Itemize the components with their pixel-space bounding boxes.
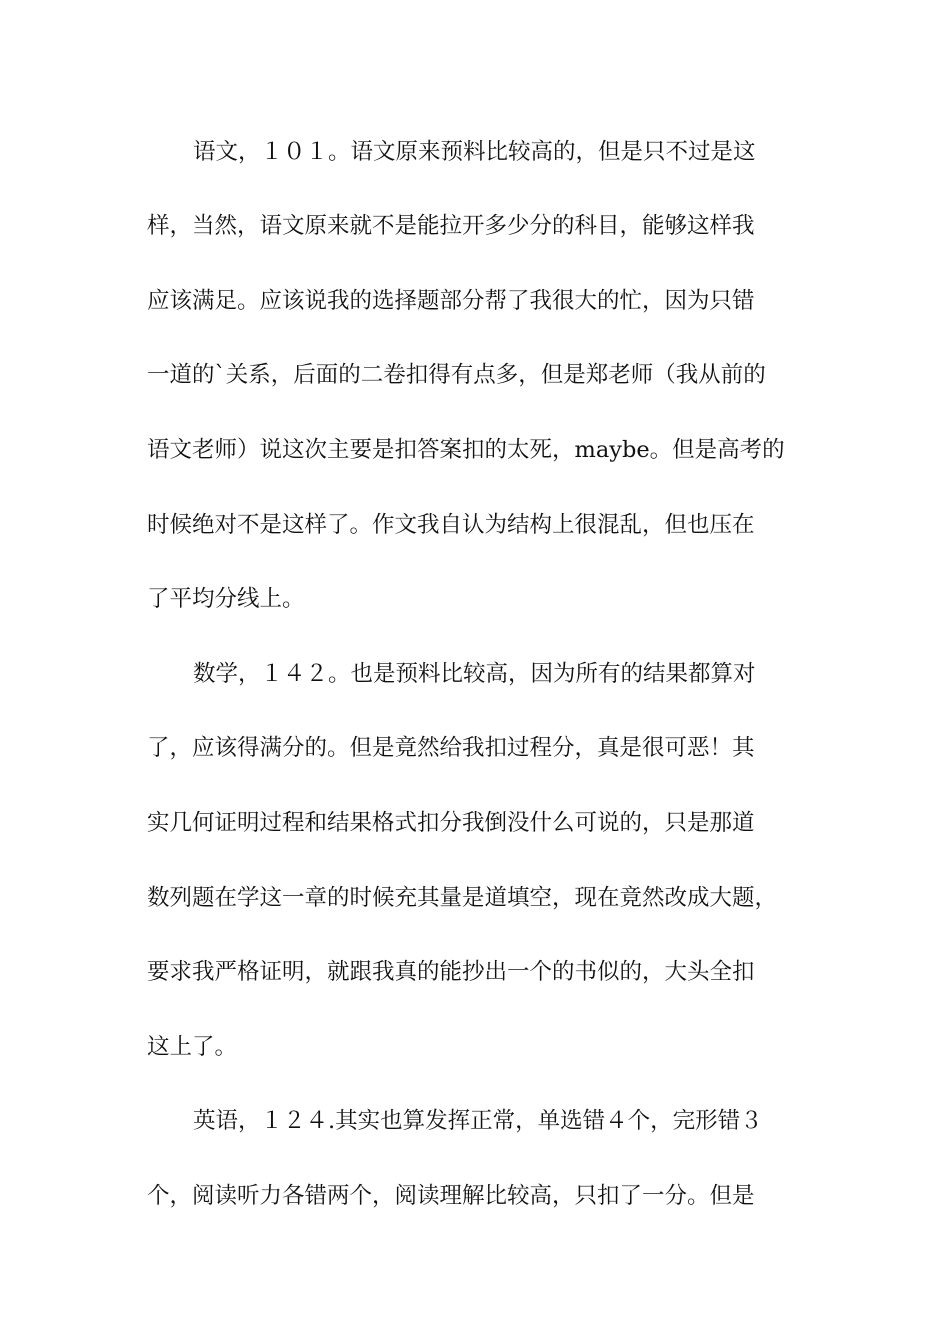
paragraph-line: 样，当然，语文原来就不是能拉开多少分的科目，能够这样我 xyxy=(147,213,755,239)
paragraph-line: 语文老师）说这次主要是扣答案扣的太死，maybe。但是高考的 xyxy=(147,437,785,463)
paragraph-line: 一道的`关系，后面的二卷扣得有点多，但是郑老师（我从前的 xyxy=(147,362,766,388)
paragraph-line: 语文，１０１。语文原来预料比较高的，但是只不过是这 xyxy=(193,139,756,165)
paragraph-line: 应该满足。应该说我的选择题部分帮了我很大的忙，因为只错 xyxy=(147,288,755,314)
paragraph-line: 数学，１４２。也是预料比较高，因为所有的结果都算对 xyxy=(193,661,756,687)
paragraph-line: 要求我严格证明，就跟我真的能抄出一个的书似的，大头全扣 xyxy=(147,959,755,985)
paragraph-line: 个，阅读听力各错两个，阅读理解比较高，只扣了一分。但是 xyxy=(147,1183,755,1209)
paragraph-line: 了，应该得满分的。但是竟然给我扣过程分，真是很可恶！其 xyxy=(147,735,755,761)
paragraph-line: 英语，１２４.其实也算发挥正常，单选错４个，完形错３ xyxy=(193,1108,763,1134)
paragraph-line: 了平均分线上。 xyxy=(147,586,305,612)
paragraph-line: 这上了。 xyxy=(147,1034,238,1060)
paragraph-line: 时候绝对不是这样了。作文我自认为结构上很混乱，但也压在 xyxy=(147,512,755,538)
paragraph-line: 实几何证明过程和结果格式扣分我倒没什么可说的，只是那道 xyxy=(147,810,755,836)
paragraph-line: 数列题在学这一章的时候充其量是道填空，现在竟然改成大题， xyxy=(147,885,778,911)
